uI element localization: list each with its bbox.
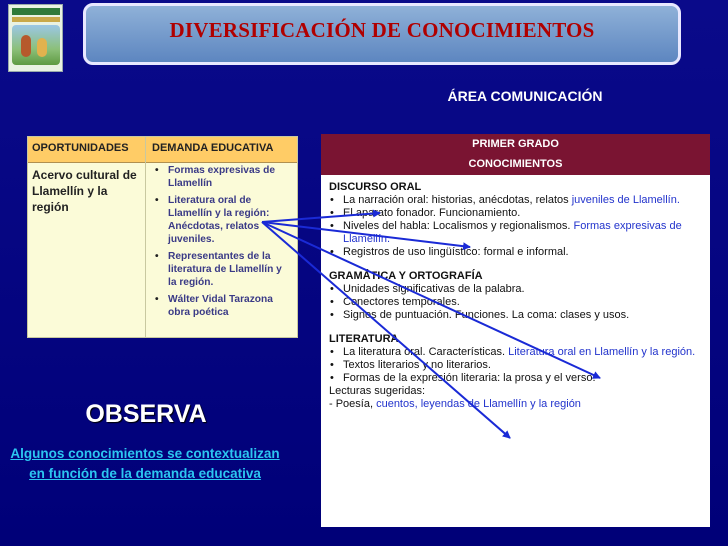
- list-item: • Unidades significativas de la palabra.: [329, 283, 705, 296]
- grade-label: PRIMER GRADO: [472, 138, 559, 150]
- list-item: • Niveles del habla: Localismos y regionalismos. Formas expresivas de Llamellín.: [329, 220, 705, 246]
- list-item: • Signos de puntuación. Funciones. La coma: clases y usos.: [329, 309, 705, 322]
- contextual-link: Literatura oral en Llamellín y la región.: [508, 346, 696, 358]
- connector-arrow: [262, 213, 380, 222]
- observa-heading: OBSERVA: [85, 400, 207, 428]
- list-item: • Formas de la expresión literaria: la prosa y el verso.: [329, 372, 705, 385]
- demanda-item: • Formas expresivas de Llamellín: [152, 164, 292, 190]
- connector-arrow: [262, 222, 510, 438]
- list-item: • Textos literarios y no literarios.: [329, 359, 705, 372]
- page-title: DIVERSIFICACIÓN DE CONOCIMIENTOS: [169, 18, 595, 42]
- list-item: • El aparato fonador. Funcionamiento.: [329, 207, 705, 220]
- header-oportunidades: OPORTUNIDADES: [32, 142, 129, 154]
- section-title: GRAMÁTICA Y ORTOGRAFÍA: [329, 270, 483, 282]
- list-item: • La narración oral: historias, anécdotas, relatos juveniles de Llamellín.: [329, 194, 705, 207]
- contextual-link: cuentos, leyendas de Llamellín y la región: [376, 398, 581, 410]
- oportunidades-cell: Acervo cultural de Llamellín y la región: [32, 168, 137, 214]
- poesia-line: - Poesía, cuentos, leyendas de Llamellín y la región: [329, 398, 581, 410]
- knowledge-label: CONOCIMIENTOS: [468, 158, 563, 170]
- demanda-item: • Literatura oral de Llamellín y la región: Anécdotas, relatos juveniles.: [152, 194, 292, 246]
- contextual-link: juveniles de Llamellín.: [571, 194, 680, 206]
- demanda-item: • Representantes de la literatura de Llamellín y la región.: [152, 250, 292, 289]
- connector-arrow: [262, 222, 470, 247]
- lecturas-label: Lecturas sugeridas:: [329, 385, 425, 397]
- list-item: • Registros de uso lingüístico: formal e informal.: [329, 246, 705, 259]
- connector-arrow: [262, 222, 600, 378]
- list-item: • La literatura oral. Características. Literatura oral en Llamellín y la región.: [329, 346, 705, 359]
- contextual-link: Formas expresivas de Llamellín.: [343, 220, 682, 245]
- area-label: ÁREA COMUNICACIÓN: [447, 88, 603, 104]
- observa-note: Algunos conocimientos se contextualizan en función de la demanda educativa: [10, 446, 280, 481]
- list-item: • Conectores temporales.: [329, 296, 705, 309]
- demanda-item: • Wálter Vidal Tarazona obra poética: [152, 293, 292, 319]
- header-demanda-educativa: DEMANDA EDUCATIVA: [152, 142, 274, 154]
- section-title: DISCURSO ORAL: [329, 181, 422, 193]
- section-title: LITERATURA: [329, 333, 399, 345]
